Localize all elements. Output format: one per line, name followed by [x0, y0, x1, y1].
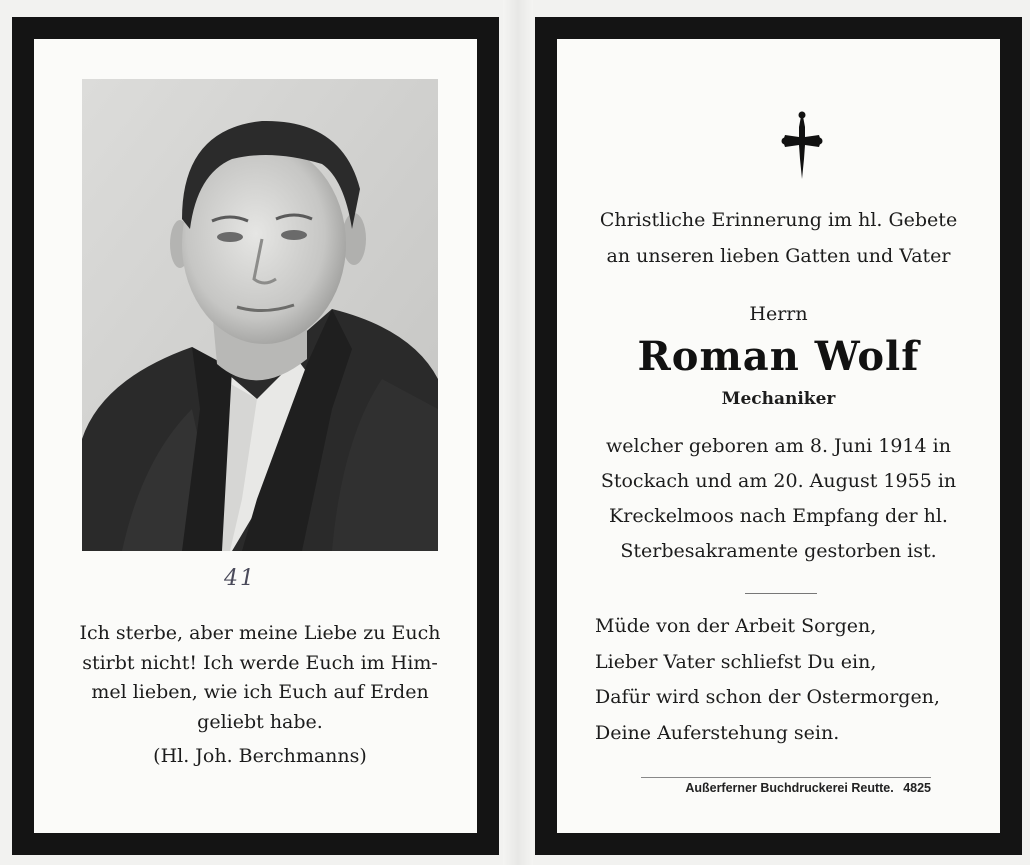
salutation: Herrn: [749, 303, 808, 325]
portrait-illustration: [82, 79, 438, 551]
intro-line: Christliche Erinnerung im hl. Gebete: [599, 209, 958, 231]
divider: [745, 593, 817, 594]
handwritten-number: 41: [224, 566, 256, 591]
bio-line: Kreckelmoos nach Empfang der hl.: [609, 505, 948, 527]
intro-line: an unseren lieben Gatten und Vater: [606, 245, 951, 267]
bio-line: Sterbesakramente gestorben ist.: [620, 540, 937, 562]
deceased-name: Roman Wolf: [637, 333, 920, 380]
memorial-quote: [64, 619, 456, 737]
portrait-photo: [82, 79, 438, 551]
quote-line: mel lieben, wie ich Euch auf Erden: [91, 681, 429, 703]
occupation: Mechaniker: [721, 389, 836, 409]
memorial-card-left: [12, 17, 499, 855]
poem-line: Deine Auferstehung sein.: [595, 721, 840, 744]
printer-number: 4825: [903, 781, 931, 795]
quote-line: geliebt habe.: [197, 710, 323, 733]
bio-line: Stockach und am 20. August 1955 in: [600, 470, 957, 492]
card-left-inner: [34, 39, 477, 833]
printer-name: Außerferner Buchdruckerei Reutte.: [685, 781, 894, 795]
poem-line: Müde von der Arbeit Sorgen,: [595, 615, 877, 637]
poem-line: Dafür wird schon der Ostermorgen,: [595, 686, 940, 708]
quote-attribution: (Hl. Joh. Berchmanns): [153, 745, 367, 767]
memorial-poem: [595, 609, 940, 751]
quote-line: Ich sterbe, aber meine Liebe zu Euch: [79, 622, 441, 644]
poem-line: Lieber Vater schliefst Du ein,: [595, 650, 877, 673]
card-fold: [503, 0, 533, 865]
intro-text: [567, 202, 990, 274]
memorial-card-right: [535, 17, 1022, 855]
cross-icon: [781, 109, 823, 186]
biography: [567, 429, 990, 569]
printer-imprint: [641, 777, 931, 795]
bio-line: welcher geboren am 8. Juni 1914 in: [606, 435, 951, 457]
quote-line: stirbt nicht! Ich werde Euch im Him-: [82, 651, 438, 674]
card-right-inner: [557, 39, 1000, 833]
